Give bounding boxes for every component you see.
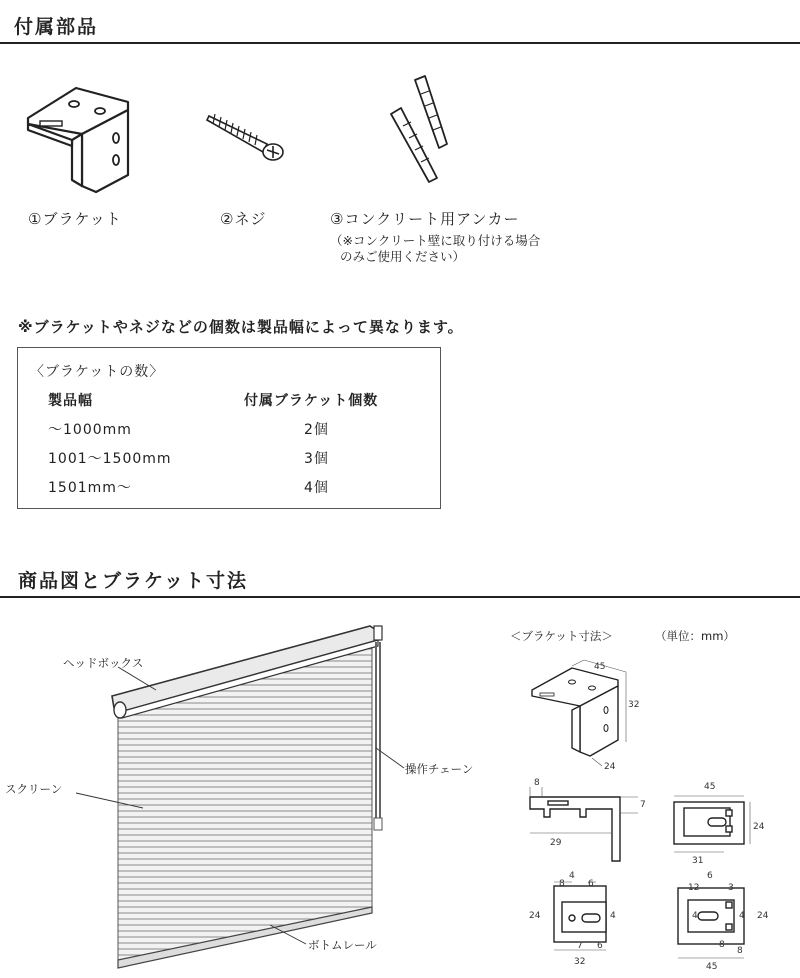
table-title: 〈ブラケットの数〉	[30, 364, 165, 380]
dim-label: 6	[707, 871, 713, 881]
dim-label: 12	[688, 883, 700, 893]
bracket-top-drawing	[668, 792, 758, 862]
dim-label: 45	[594, 662, 606, 672]
dim-label: 8	[559, 879, 565, 889]
dim-label: 24	[529, 911, 541, 921]
unit-label: （単位：mm）	[655, 629, 735, 643]
table-row-count: 3個	[304, 451, 329, 467]
dim-label: 29	[550, 838, 562, 848]
dim-label: 8	[737, 946, 743, 956]
bracket-count-note: ※ブラケットやネジなどの個数は製品幅によって異なります。	[18, 318, 464, 336]
parts-section-title: 付属部品	[14, 16, 99, 38]
part-label-bracket: ①ブラケット	[28, 210, 122, 228]
dim-label: 8	[534, 778, 540, 788]
table-header-count: 付属ブラケット個数	[244, 393, 379, 409]
table-row-width: 1501mm～	[48, 480, 132, 496]
table-row-count: 4個	[304, 480, 329, 496]
dim-label: 3	[728, 883, 734, 893]
dim-label: 24	[604, 762, 616, 772]
table-row-width: ～1000mm	[48, 422, 132, 438]
dim-label: 7	[577, 941, 583, 951]
label-bottom-rail: ボトムレール	[308, 938, 377, 952]
label-chain: 操作チェーン	[405, 762, 474, 776]
dim-label: 24	[757, 911, 769, 921]
diagram-section-title: 商品図とブラケット寸法	[18, 570, 249, 592]
dim-label: 32	[574, 957, 586, 967]
label-screen: スクリーン	[5, 782, 63, 796]
dim-label: 4	[692, 911, 698, 921]
dim-label: 4	[610, 911, 616, 921]
dim-label: 6	[597, 941, 603, 951]
table-row-count: 2個	[304, 422, 329, 438]
dim-label: 24	[753, 822, 765, 832]
dim-label: 32	[628, 700, 640, 710]
dim-label: 7	[640, 800, 646, 810]
dim-label: 4	[739, 911, 745, 921]
anchor-note-line1: （※コンクリート壁に取り付ける場合	[330, 233, 541, 248]
dim-label: 45	[706, 962, 718, 972]
bracket-dims-title: ＜ブラケット寸法＞	[510, 629, 613, 643]
dim-label: 8	[719, 940, 725, 950]
part-label-screw: ②ネジ	[220, 210, 267, 228]
table-header-width: 製品幅	[48, 393, 93, 409]
bracket-front-right-drawing	[668, 878, 758, 968]
dim-label: 31	[692, 856, 704, 866]
label-headbox: ヘッドボックス	[63, 656, 144, 670]
bracket-perspective-drawing	[528, 660, 638, 770]
anchor-note-line2: のみご使用ください）	[340, 249, 466, 264]
dim-label: 4	[569, 871, 575, 881]
table-row-width: 1001～1500mm	[48, 451, 172, 467]
dim-label: 45	[704, 782, 716, 792]
part-label-anchor: ③コンクリート用アンカー	[330, 210, 520, 228]
bracket-side-drawing	[520, 785, 650, 865]
dim-label: 6	[588, 879, 594, 889]
